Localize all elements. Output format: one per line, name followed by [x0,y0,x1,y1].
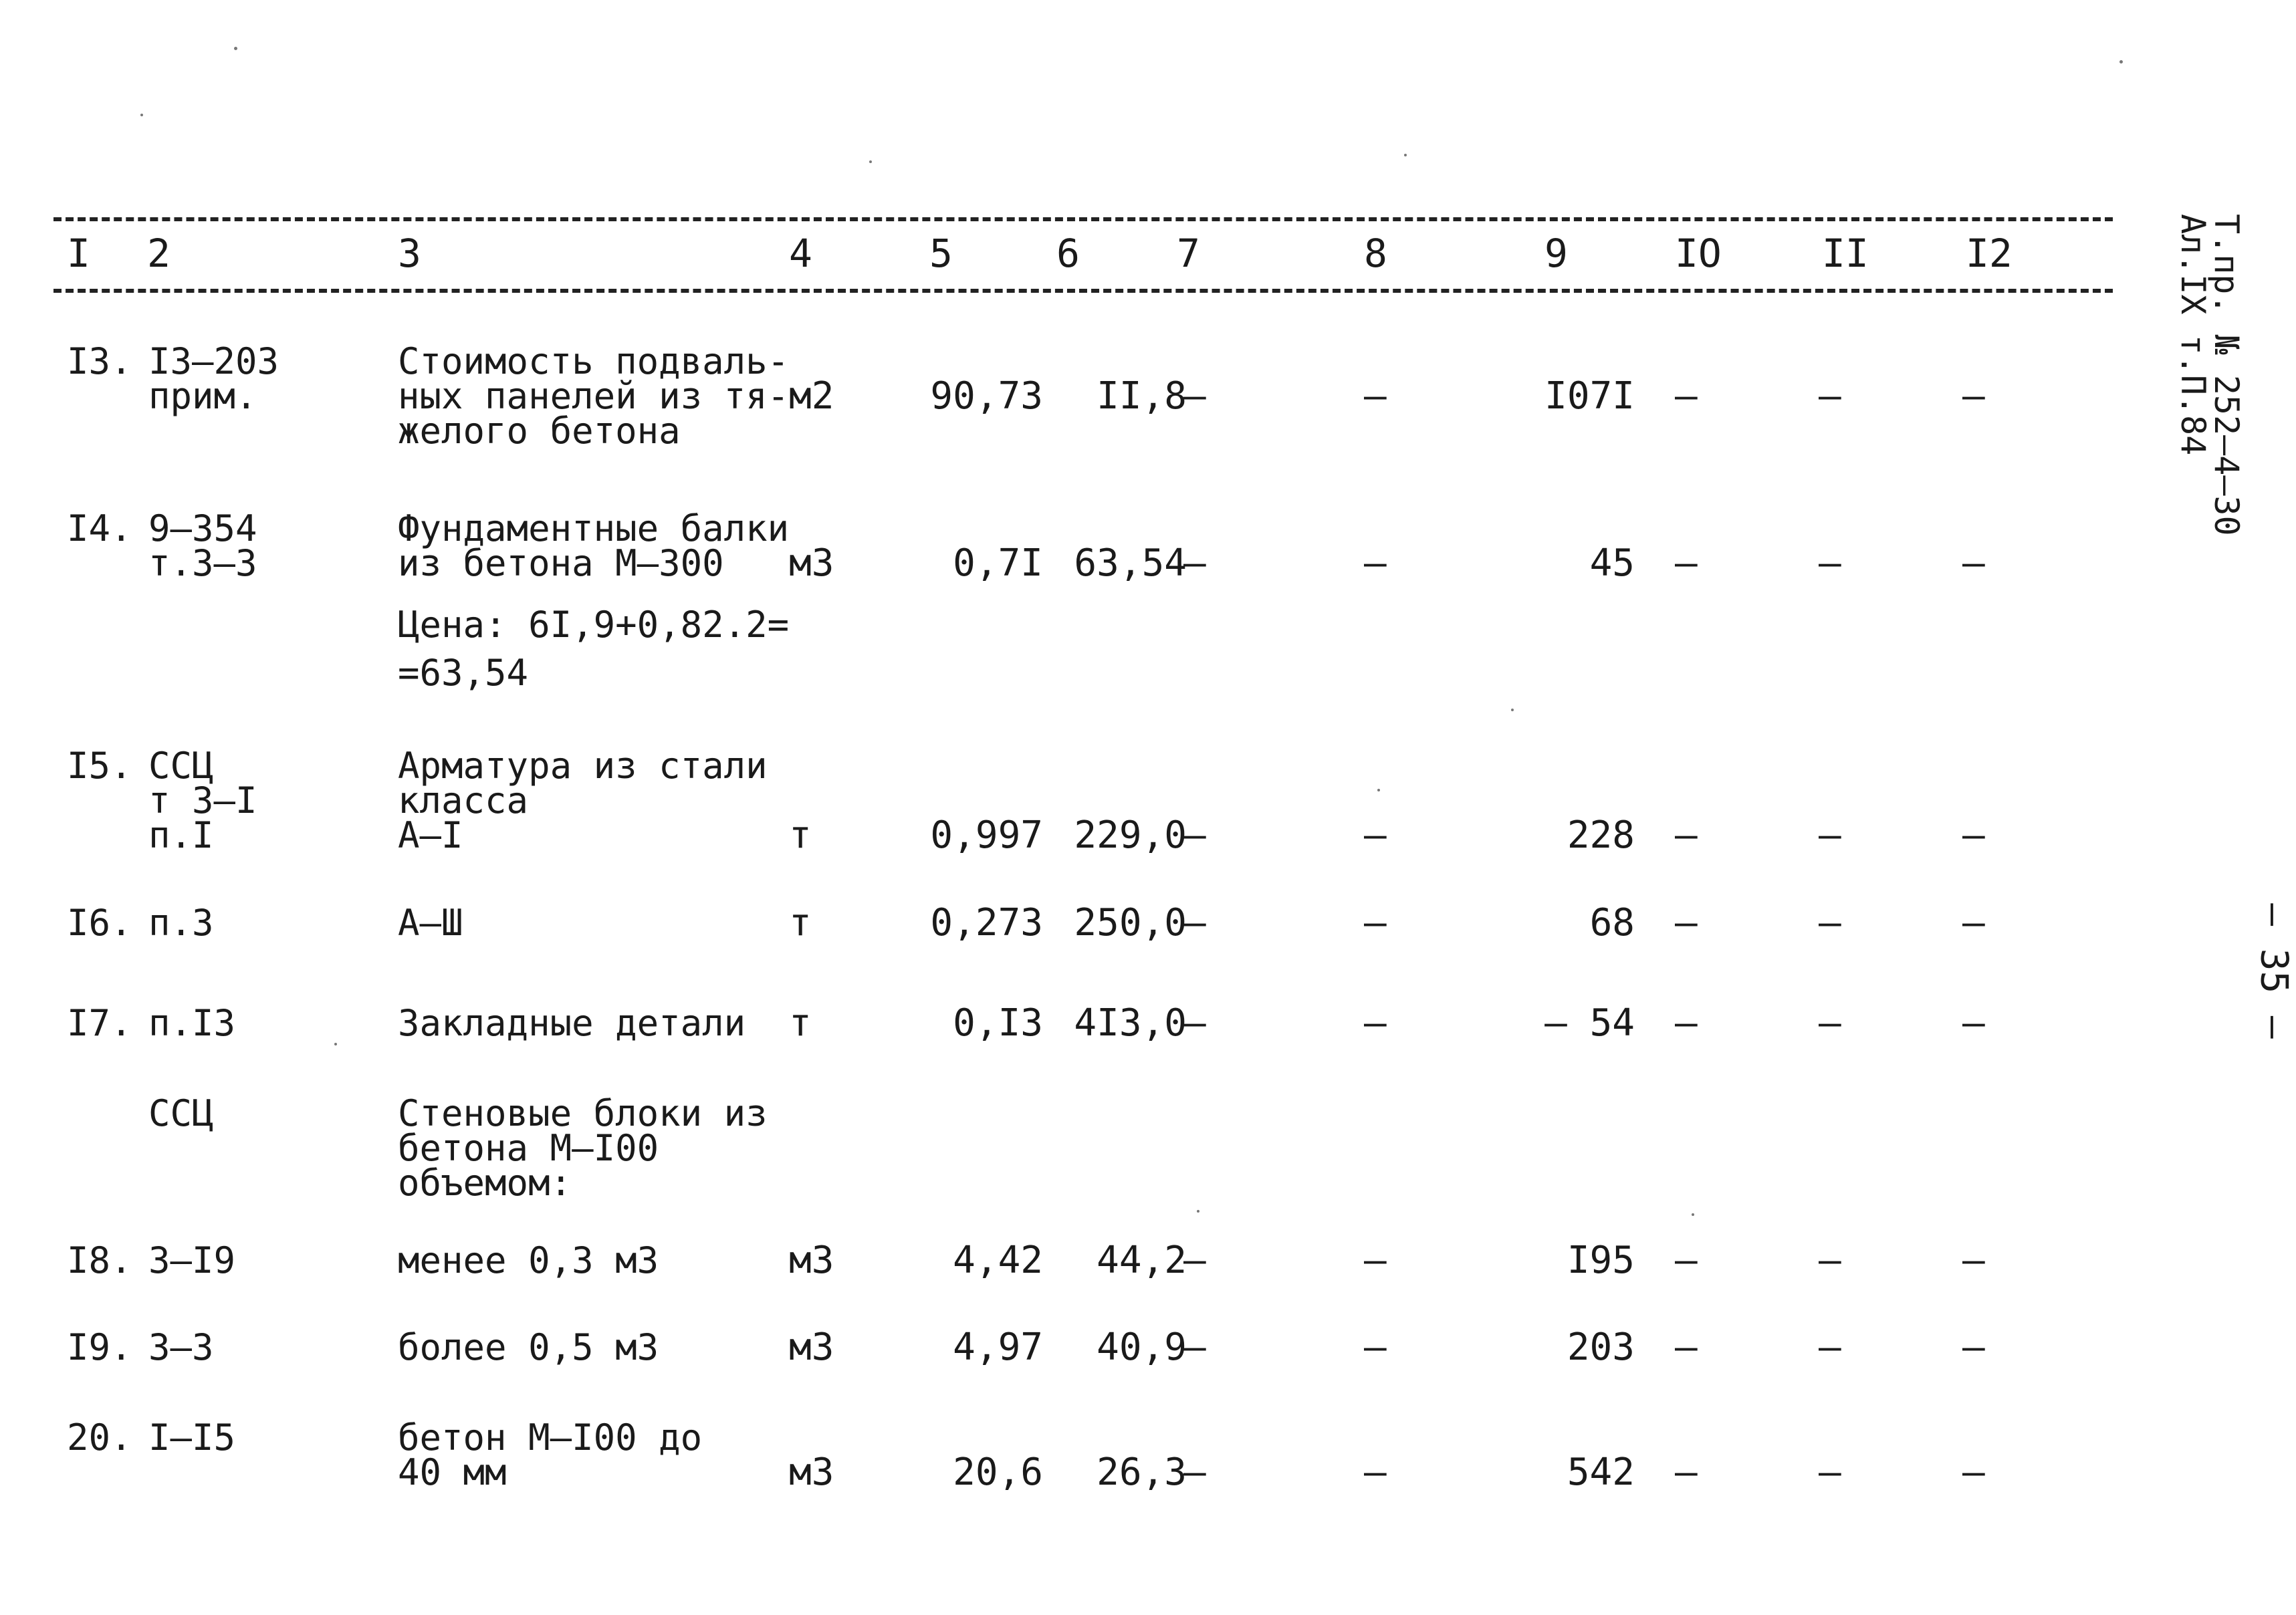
cell-total: 203 [1567,1326,1635,1369]
column-heading-3: 3 [398,231,421,276]
cell-c11: – [1819,901,1841,945]
cell-unit: т [789,814,812,857]
scan-speck [2119,60,2123,64]
cell-c8: – [1364,541,1387,585]
cell-total: 228 [1567,814,1635,857]
cell-c8: – [1364,1001,1387,1045]
column-heading-4: 4 [789,231,812,276]
cell-unit: т [789,901,812,945]
cell-c10: – [1675,541,1698,585]
scan-speck [1197,1210,1199,1213]
header-top-rule [53,217,2113,221]
cell-c11: – [1819,541,1841,585]
cell-c10: – [1675,814,1698,857]
cell-name: бетон М–I00 до 40 мм [398,1416,703,1493]
cell-c8: – [1364,1326,1387,1369]
cell-no: I5. [67,745,132,787]
cell-name: А–Ш [398,902,463,944]
scan-speck [334,1043,337,1045]
cell-price: 4I3,0 [1074,1001,1187,1045]
cell-c11: – [1819,1451,1841,1494]
cell-total: I07I [1544,374,1635,418]
cell-no: I6. [67,902,132,944]
cell-name: Закладные детали [398,1002,746,1044]
cell-c7: – [1183,1326,1206,1369]
cell-code: 3–I9 [148,1239,236,1281]
cell-qty: 4,97 [953,1326,1043,1369]
cell-name: Стоимость подваль- ных панелей из тя- желого бетона [398,340,790,452]
cell-name: Стеновые блоки из бетона М–I00 объемом: [398,1092,768,1204]
cell-price: 229,0 [1074,814,1187,857]
cell-no: I9. [67,1326,132,1368]
cell-code: I3–203 прим. [148,340,279,417]
column-heading-1: I [67,231,90,276]
cell-code: п.3 [148,902,214,944]
scan-speck [1377,789,1380,791]
column-heading-10: IO [1675,231,1722,276]
cell-no: I8. [67,1239,132,1281]
cell-c8: – [1364,374,1387,418]
column-heading-6: 6 [1056,231,1080,276]
cell-c8: – [1364,1451,1387,1494]
column-heading-8: 8 [1364,231,1387,276]
scan-speck [234,47,237,50]
document-code: Т.пр. № 252–4–30 Ал.IX т.П.84 [2174,214,2246,536]
cell-c11: – [1819,1326,1841,1369]
cell-price: 250,0 [1074,901,1187,945]
cell-c12: – [1962,901,1985,945]
cell-qty: 0,7I [953,541,1043,585]
cell-code: 3–3 [148,1326,214,1368]
cell-c11: – [1819,1239,1841,1282]
cell-unit: м3 [789,1326,834,1369]
cell-c8: – [1364,814,1387,857]
cell-code: I–I5 [148,1416,236,1459]
cell-name: более 0,5 м3 [398,1326,659,1368]
cell-no: 20. [67,1416,132,1459]
cell-c8: – [1364,1239,1387,1282]
cell-name: Арматура из стали класса А–I [398,745,768,856]
cell-c12: – [1962,814,1985,857]
cell-total: 68 [1589,901,1635,945]
cell-unit: м2 [789,374,834,418]
cell-total: 542 [1567,1451,1635,1494]
cell-qty: 0,I3 [953,1001,1043,1045]
header-bottom-rule [53,289,2113,293]
cell-price: 44,2 [1097,1239,1187,1282]
cell-c7: – [1183,1001,1206,1045]
cell-code: п.I3 [148,1002,236,1044]
cell-c10: – [1675,1001,1698,1045]
column-heading-11: II [1822,231,1869,276]
cell-c12: – [1962,1239,1985,1282]
cell-unit: м3 [789,541,834,585]
cell-price: II,8 [1097,374,1187,418]
cell-c7: – [1183,901,1206,945]
page-number: – 35 – [2252,903,2296,1039]
cell-qty: 0,997 [930,814,1043,857]
cell-code: 9–354 т.3–3 [148,507,257,584]
cell-c12: – [1962,1001,1985,1045]
cell-c12: – [1962,541,1985,585]
cell-c7: – [1183,814,1206,857]
cell-unit: м3 [789,1239,834,1282]
cell-c10: – [1675,901,1698,945]
cell-total: 45 [1589,541,1635,585]
cell-c11: – [1819,814,1841,857]
column-heading-7: 7 [1177,231,1200,276]
cell-c7: – [1183,541,1206,585]
cell-unit: т [789,1001,812,1045]
cell-price: 40,9 [1097,1326,1187,1369]
cell-price: 63,54 [1074,541,1187,585]
cell-code: ССЦ т 3–I п.I [148,745,257,856]
cell-c7: – [1183,1239,1206,1282]
cell-qty: 90,73 [930,374,1043,418]
cell-qty: 20,6 [953,1451,1043,1494]
column-heading-5: 5 [929,231,953,276]
column-heading-12: I2 [1966,231,2013,276]
cell-unit: м3 [789,1451,834,1494]
cell-qty: 0,273 [930,901,1043,945]
cell-qty: 4,42 [953,1239,1043,1282]
cell-price-note: Цена: 6I,9+0,82.2= =63,54 [398,604,790,694]
scan-speck [1692,1213,1694,1216]
cell-c12: – [1962,1326,1985,1369]
cell-total: I95 [1567,1239,1635,1282]
cell-no: I7. [67,1002,132,1044]
cell-name: менее 0,3 м3 [398,1239,659,1281]
scan-speck [1511,709,1514,711]
cell-c7: – [1183,374,1206,418]
cell-c8: – [1364,901,1387,945]
scan-speck [1404,154,1407,156]
cell-c12: – [1962,374,1985,418]
cell-price: 26,3 [1097,1451,1187,1494]
scan-speck [869,160,872,163]
cell-no: I4. [67,507,132,549]
cell-code: ССЦ [148,1092,214,1134]
cell-c12: – [1962,1451,1985,1494]
column-heading-2: 2 [147,231,170,276]
cell-c10: – [1675,1326,1698,1369]
cell-name: Фундаментные балки из бетона М–300 [398,507,790,584]
cell-c11: – [1819,374,1841,418]
cell-total: – 54 [1544,1001,1635,1045]
column-heading-9: 9 [1544,231,1568,276]
scan-speck [140,114,143,116]
cell-c7: – [1183,1451,1206,1494]
cell-c10: – [1675,374,1698,418]
cell-c11: – [1819,1001,1841,1045]
cell-c10: – [1675,1451,1698,1494]
cell-c10: – [1675,1239,1698,1282]
cell-no: I3. [67,340,132,382]
